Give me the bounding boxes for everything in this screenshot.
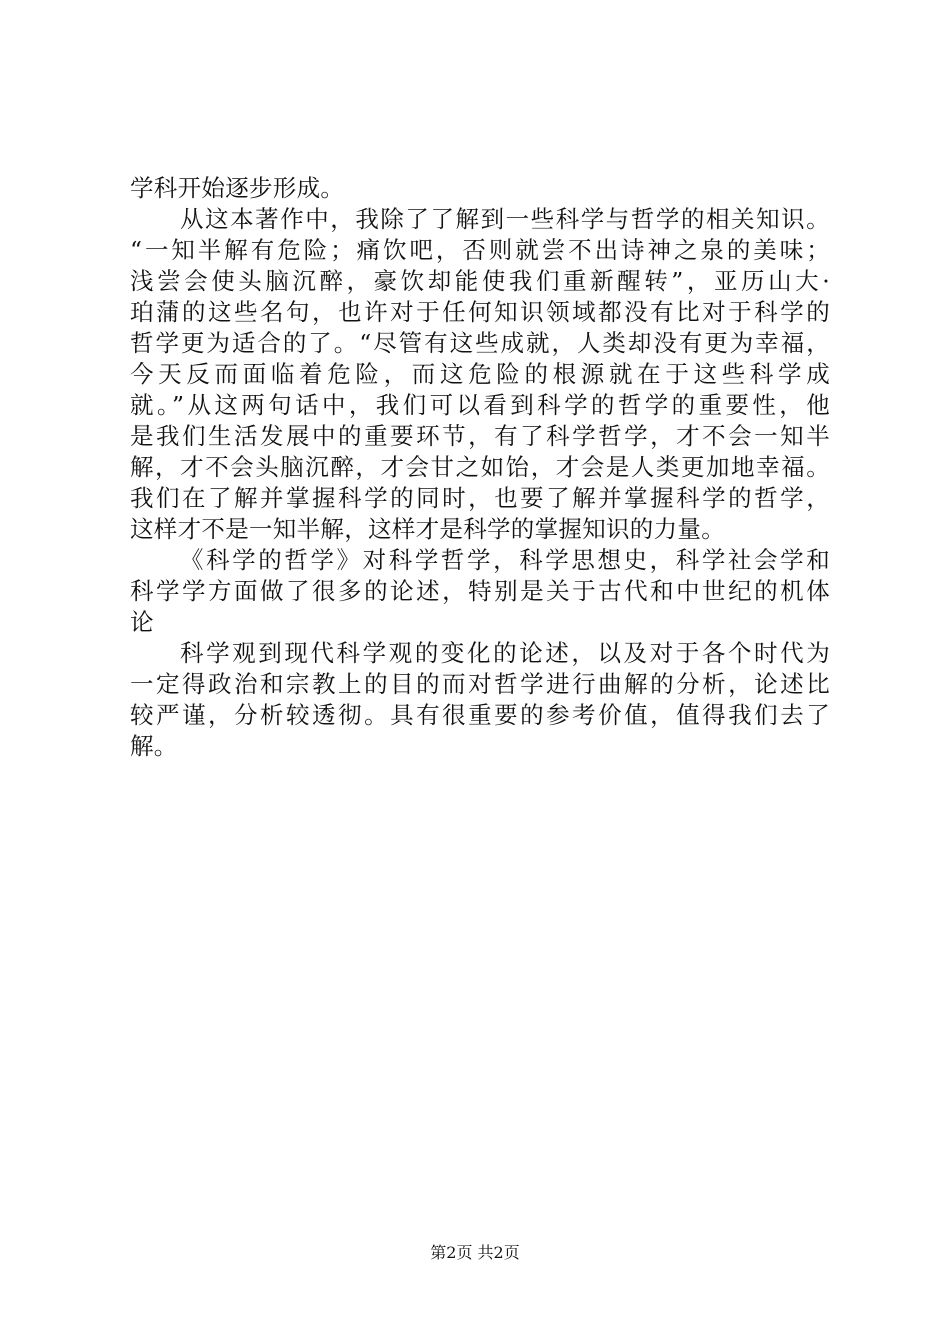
text-line: 解，才不会头脑沉醉，才会甘之如饴，才会是人类更加地幸福。 xyxy=(130,453,830,481)
text-line: 科学观到现代科学观的变化的论述，以及对于各个时代为 xyxy=(180,639,830,667)
text-line: 我们在了解并掌握科学的同时，也要了解并掌握科学的哲学， xyxy=(130,484,830,512)
text-line: 从这本著作中，我除了了解到一些科学与哲学的相关知识。 xyxy=(180,205,830,233)
text-line: 这样才不是一知半解，这样才是科学的掌握知识的力量。 xyxy=(130,515,725,543)
text-line: 论 xyxy=(130,608,154,636)
text-line: “一知半解有危险；痛饮吧，否则就尝不出诗神之泉的美味； xyxy=(130,236,830,264)
text-line: 珀蒲的这些名句，也许对于任何知识领域都没有比对于科学的 xyxy=(130,298,830,326)
page-number-footer: 第2页 共2页 xyxy=(430,1243,520,1262)
text-line: 就。”从这两句话中，我们可以看到科学的哲学的重要性，他 xyxy=(130,391,830,419)
text-line: 学科开始逐步形成。 xyxy=(130,174,345,202)
text-line: 科学学方面做了很多的论述，特别是关于古代和中世纪的机体 xyxy=(130,577,830,605)
text-line: 今天反而面临着危险，而这危险的根源就在于这些科学成 xyxy=(130,360,830,388)
text-line: 解。 xyxy=(130,732,178,760)
text-line: 哲学更为适合的了。“尽管有这些成就，人类却没有更为幸福， xyxy=(130,329,830,357)
text-line: 一定得政治和宗教上的目的而对哲学进行曲解的分析，论述比 xyxy=(130,670,830,698)
text-line: 浅尝会使头脑沉醉，豪饮却能使我们重新醒转”，亚历山大· xyxy=(130,267,830,295)
text-line: 较严谨，分析较透彻。具有很重要的参考价值，值得我们去了 xyxy=(130,701,830,729)
text-line: 《科学的哲学》对科学哲学，科学思想史，科学社会学和 xyxy=(180,546,830,574)
text-line: 是我们生活发展中的重要环节，有了科学哲学，才不会一知半 xyxy=(130,422,830,450)
